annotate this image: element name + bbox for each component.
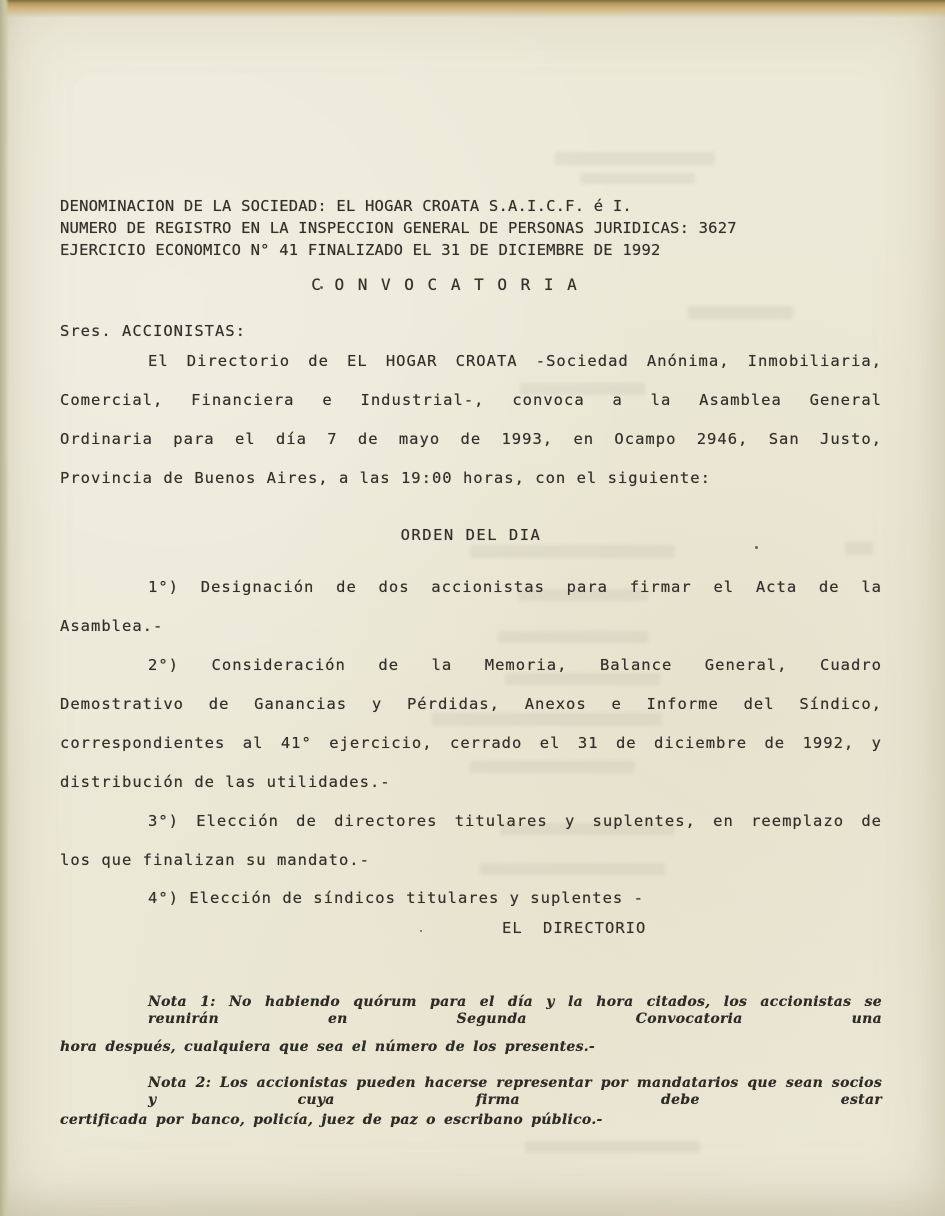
salutation: Sres. ACCIONISTAS:	[60, 322, 246, 340]
header-line-registro: NUMERO DE REGISTRO EN LA INSPECCION GENERAL DE PERSONAS JURIDICAS: 3627	[60, 219, 737, 237]
agenda-line: distribución de las utilidades.-	[60, 773, 391, 791]
intro-line: Comercial, Financiera e Industrial-, convoca a la Asamblea General	[60, 391, 882, 409]
agenda-line: Asamblea.-	[60, 617, 164, 635]
note-line-2b: certificada por banco, policía, juez de paz o escribano público.-	[60, 1112, 603, 1128]
intro-line: Ordinaria para el día 7 de mayo de 1993, en Ocampo 2946, San Justo,	[60, 430, 882, 448]
document-content	[60, 0, 882, 1216]
agenda-line: los que finalizan su mandato.-	[60, 851, 370, 869]
header-line-ejercicio: EJERCICIO ECONOMICO N° 41 FINALIZADO EL 31 DE DICIEMBRE DE 1992	[60, 241, 661, 259]
agenda-line-item2: 2°) Consideración de la Memoria, Balance General, Cuadro	[148, 656, 882, 674]
agenda-line: correspondientes al 41° ejercicio, cerrado el 31 de diciembre de 1992, y	[60, 734, 882, 752]
scan-edge-left	[0, 0, 9, 1216]
intro-line: Provincia de Buenos Aires, a las 19:00 horas, con el siguiente:	[60, 469, 711, 487]
closing-signature: EL DIRECTORIO	[502, 919, 647, 937]
agenda-title: ORDEN DEL DIA	[400, 526, 542, 544]
header-line-denominacion: DENOMINACION DE LA SOCIEDAD: EL HOGAR CROATA S.A.I.C.F. é I.	[60, 197, 632, 215]
document-title: C O N V O C A T O R I A	[311, 275, 579, 294]
agenda-line-item4: 4°) Elección de síndicos titulares y suplentes -	[148, 889, 644, 907]
intro-line: El Directorio de EL HOGAR CROATA -Sociedad Anónima, Inmobiliaria,	[148, 352, 882, 370]
note-line-1b: hora después, cualquiera que sea el número de los presentes.-	[60, 1039, 596, 1055]
note-line-1: Nota 1: No habiendo quórum para el día y la hora citados, los accionistas se reunirán en Segunda Convocatoria una	[148, 994, 882, 1027]
agenda-line: Demostrativo de Ganancias y Pérdidas, Anexos e Informe del Síndico,	[60, 695, 882, 713]
agenda-line-item1: 1°) Designación de dos accionistas para firmar el Acta de la	[148, 578, 882, 596]
note-line-2: Nota 2: Los accionistas pueden hacerse representar por mandatarios que sean socios y cuya firma debe estar	[148, 1075, 882, 1108]
agenda-line-item3: 3°) Elección de directores titulares y suplentes, en reemplazo de	[148, 812, 882, 830]
